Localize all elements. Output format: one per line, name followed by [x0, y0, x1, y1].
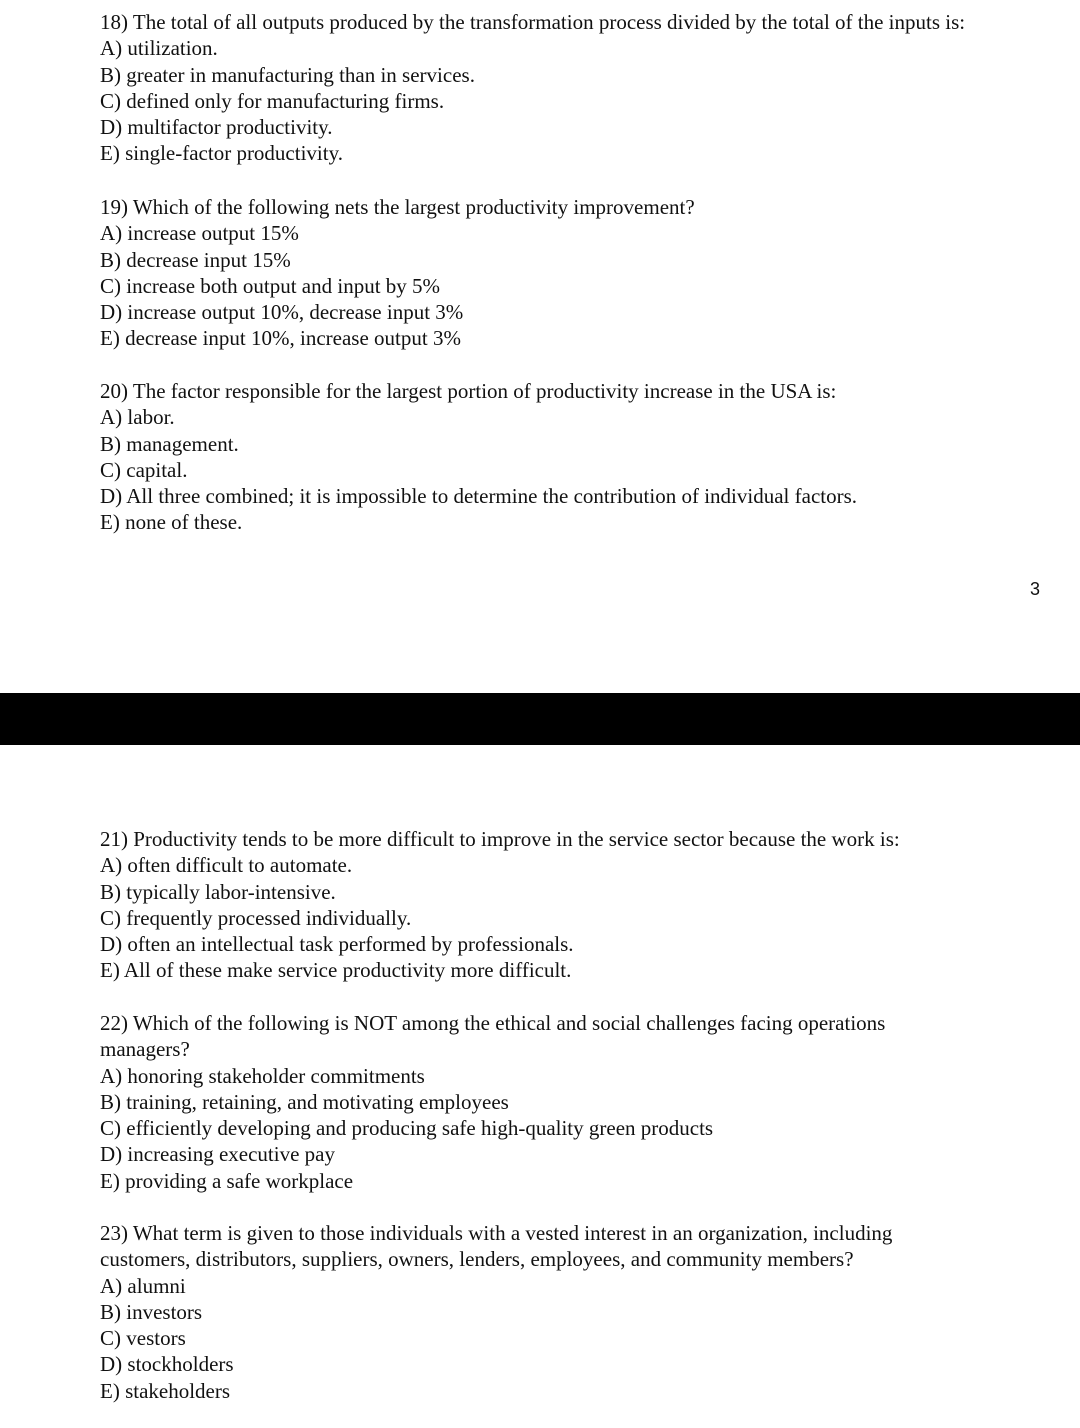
- question-18-option-d: D) multifactor productivity.: [100, 115, 333, 140]
- question-19-option-d: D) increase output 10%, decrease input 3%: [100, 300, 464, 325]
- question-23-option-b: B) investors: [100, 1299, 203, 1324]
- question-19-option-e: E) decrease input 10%, increase output 3%: [100, 326, 461, 351]
- question-22: [100, 1010, 1060, 1194]
- question-22-option-a: A) honoring stakeholder commitments: [100, 1063, 425, 1088]
- question-19-option-c: C) increase both output and input by 5%: [100, 273, 441, 298]
- question-18-option-c: C) defined only for manufacturing firms.: [100, 88, 445, 113]
- question-23-option-c: C) vestors: [100, 1326, 186, 1351]
- page-number: 3: [1030, 579, 1041, 599]
- question-20-option-b: B) management.: [100, 431, 239, 456]
- question-18-option-b: B) greater in manufacturing than in services.: [100, 62, 475, 87]
- question-21-option-c: C) frequently processed individually.: [100, 905, 412, 930]
- question-21-text: 21) Productivity tends to be more difficult to improve in the service sector because the work is:: [100, 827, 900, 851]
- question-21-option-e: E) All of these make service productivity more difficult.: [100, 958, 572, 983]
- question-18-text: 18) The total of all outputs produced by the transformation process divided by the total of the inputs is:: [100, 10, 966, 34]
- question-20-option-c: C) capital.: [100, 457, 188, 482]
- question-19: [100, 194, 1060, 352]
- question-23-option-e: E) stakeholders: [100, 1378, 231, 1403]
- question-18-option-e: E) single-factor productivity.: [100, 141, 343, 166]
- question-19-text: 19) Which of the following nets the largest productivity improvement?: [100, 195, 695, 219]
- question-22-option-c: C) efficiently developing and producing safe high-quality green products: [100, 1116, 714, 1141]
- question-23-option-a: A) alumni: [100, 1273, 186, 1298]
- question-22-text-line-2: managers?: [100, 1037, 190, 1062]
- question-20-option-d: D) All three combined; it is impossible to determine the contribution of individual factors.: [100, 484, 858, 509]
- question-20-option-e: E) none of these.: [100, 510, 243, 535]
- question-23-text-line-2: customers, distributors, suppliers, owners, lenders, employees, and community members?: [100, 1247, 854, 1272]
- question-21-option-b: B) typically labor-intensive.: [100, 879, 336, 904]
- question-19-option-a: A) increase output 15%: [100, 221, 299, 246]
- page-upper: [0, 0, 1080, 693]
- question-21-option-a: A) often difficult to automate.: [100, 853, 353, 878]
- question-18-option-a: A) utilization.: [100, 36, 218, 61]
- question-23: [100, 1220, 1060, 1404]
- question-21-option-d: D) often an intellectual task performed by professionals.: [100, 932, 574, 957]
- page-divider: [0, 693, 1080, 745]
- question-22-option-d: D) increasing executive pay: [100, 1142, 335, 1167]
- question-23-text-line-1: 23) What term is given to those individuals with a vested interest in an organization, including: [100, 1221, 893, 1245]
- question-19-option-b: B) decrease input 15%: [100, 247, 291, 272]
- question-20: [100, 378, 1060, 536]
- question-20-option-a: A) labor.: [100, 405, 175, 430]
- question-18: [100, 9, 1060, 167]
- question-22-option-b: B) training, retaining, and motivating employees: [100, 1089, 509, 1114]
- question-21: [100, 826, 1060, 984]
- page-lower: [0, 745, 1080, 1428]
- question-20-text: 20) The factor responsible for the largest portion of productivity increase in the USA is:: [100, 379, 837, 403]
- question-22-option-e: E) providing a safe workplace: [100, 1168, 354, 1193]
- question-22-text-line-1: 22) Which of the following is NOT among the ethical and social challenges facing operations: [100, 1011, 886, 1035]
- question-23-option-d: D) stockholders: [100, 1352, 234, 1377]
